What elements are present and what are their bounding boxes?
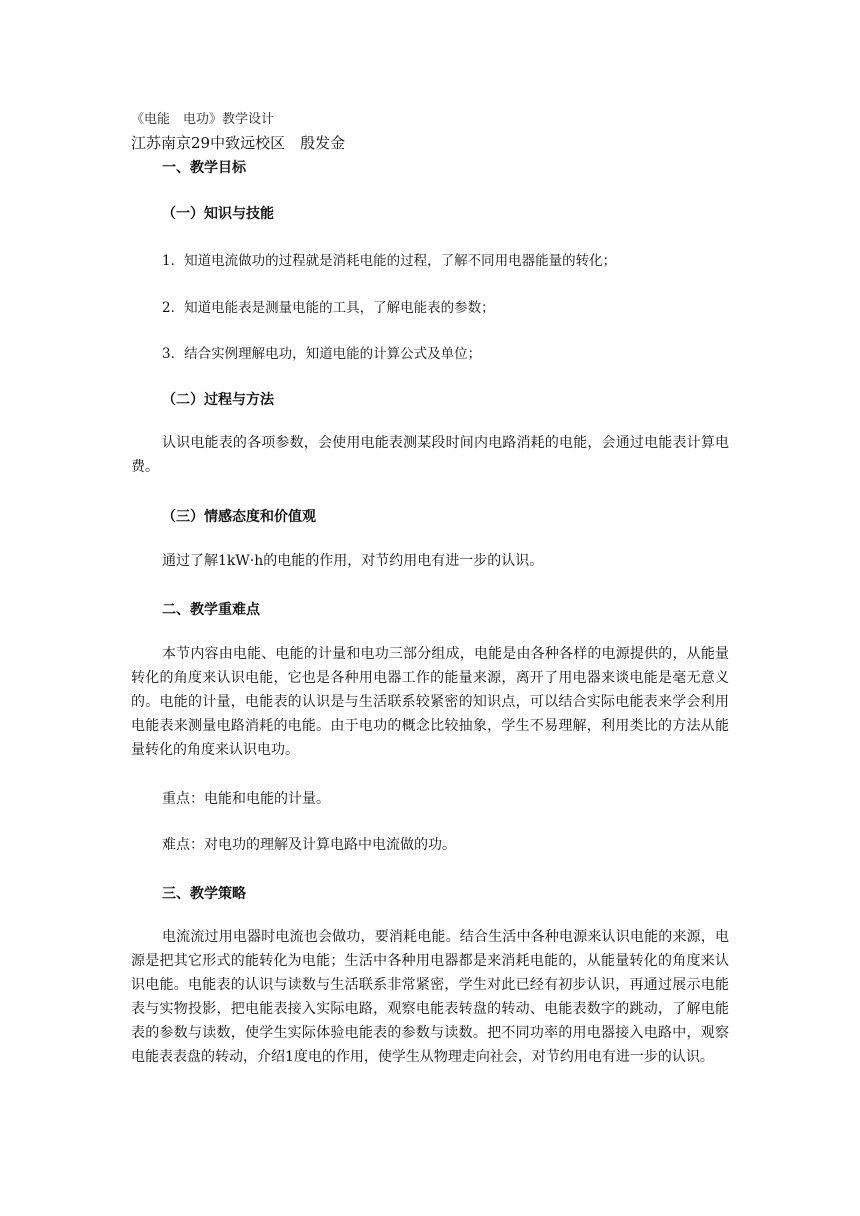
subsection-heading-knowledge: （一）知识与技能 xyxy=(162,206,274,222)
paragraph-process: 认识电能表的各项参数，会使用电能表测某段时间内电路消耗的电能，会通过电能表计算电费。 xyxy=(131,435,729,475)
paragraph-strategy: 电流流过用电器时电流也会做功，要消耗电能。结合生活中各种电源来认识电能的来源，电源是把其它形式的能转化为电能；生活中各种用电器都是来消耗电能的，从能量转化的角度来认识电能。电能表的认识与读数与生活联系非常紧密，学生对此已经有初步认识，再通过展示电能表与实物投影，把电能表接入实际电路，观察电能表转盘的转动、电能表数字的跳动，了解电能表的参数与读数，使学生实际体验电能表的参数与读数。把不同功率的用电器接入电路中，观察电能表表盘的转动，介绍1度电的作用，使学生从物理走向社会，对节约用电有进一步的认识。 xyxy=(131,929,729,1065)
list-item: 1．知道电流做功的过程就是消耗电能的过程，了解不同用电器能量的转化； xyxy=(162,253,617,269)
difficulty-line: 难点：对电功的理解及计算电路中电流做的功。 xyxy=(162,837,456,853)
subsection-heading-attitude: （三）情感态度和价值观 xyxy=(162,509,316,525)
document-title: 《电能 电功》教学设计 xyxy=(131,112,275,127)
list-item: 3．结合实例理解电功，知道电能的计算公式及单位； xyxy=(162,346,482,362)
section-heading-objectives: 一、教学目标 xyxy=(162,160,246,176)
author-line: 江苏南京29中致远校区 殷发金 xyxy=(131,134,346,152)
paragraph-key-points: 本节内容由电能、电能的计量和电功三部分组成，电能是由各种各样的电源提供的，从能量转化的角度来认识电能，它也是各种用电器工作的能量来源，离开了用电器来谈电能是毫无意义的。电能的计量，电能表的认识是与生活联系较紧密的知识点，可以结合实际电能表来学会利用电能表来测量电路消耗的电能。由于电功的概念比较抽象，学生不易理解，利用类比的方法从能量转化的角度来认识电功。 xyxy=(131,646,729,758)
paragraph-attitude: 通过了解1kW·h的电能的作用，对节约用电有进一步的认识。 xyxy=(162,553,544,569)
list-item: 2．知道电能表是测量电能的工具，了解电能表的参数； xyxy=(162,300,495,316)
section-heading-key-points: 二、教学重难点 xyxy=(162,602,260,618)
key-point-line: 重点：电能和电能的计量。 xyxy=(162,791,330,807)
subsection-heading-process: （二）过程与方法 xyxy=(162,392,274,408)
section-heading-strategy: 三、教学策略 xyxy=(162,886,246,902)
